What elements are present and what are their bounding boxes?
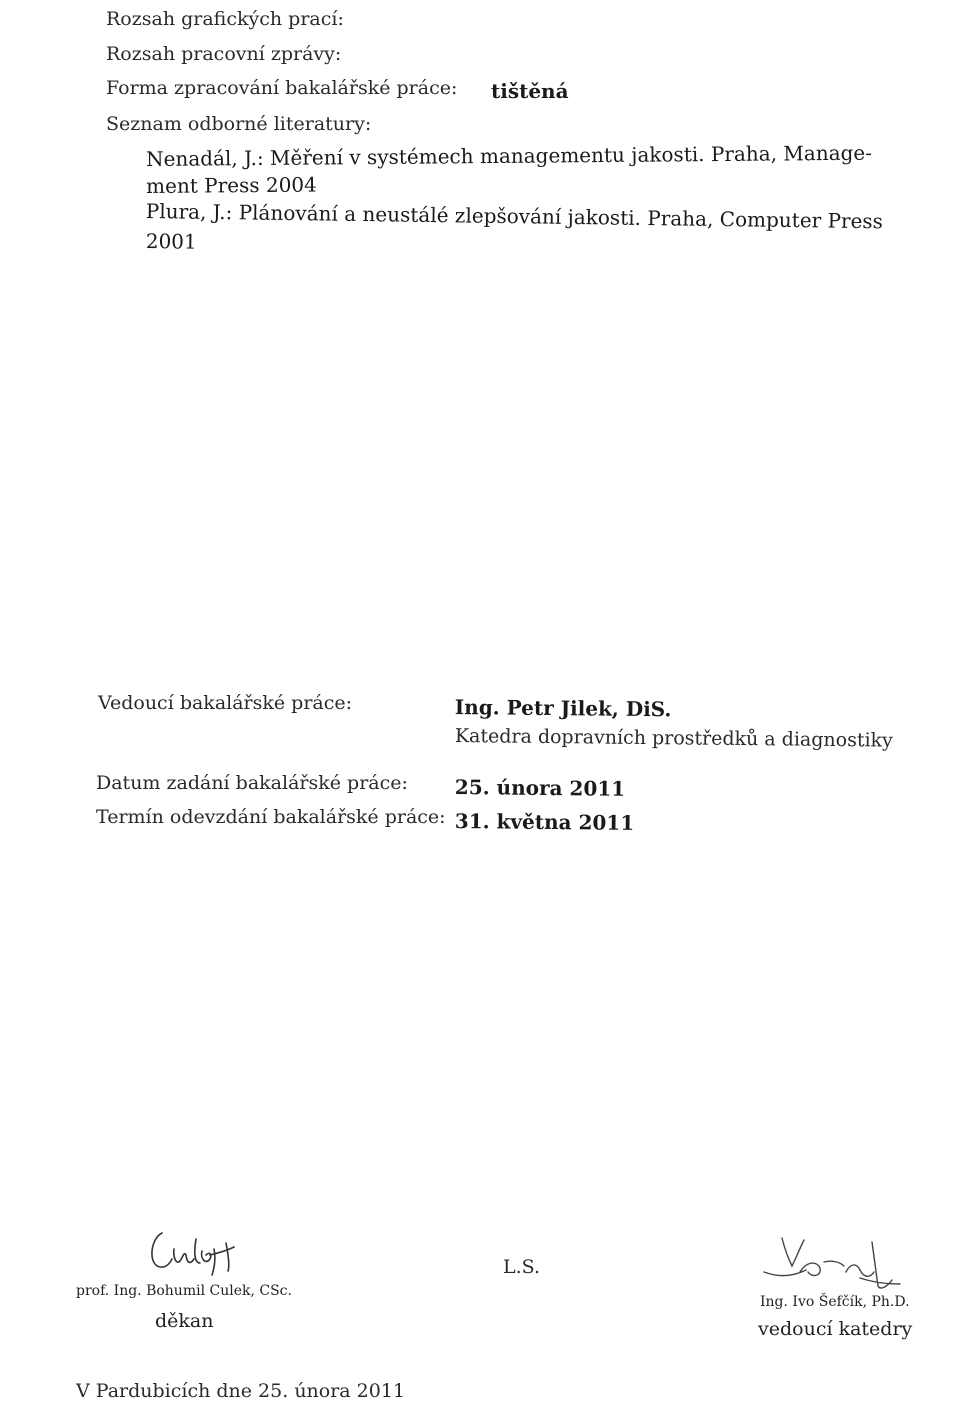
literature-item-1-line2: ment Press 2004 <box>146 172 317 198</box>
literature-item-1-line1: Nenadál, J.: Měření v systémech managementu jakosti. Praha, Manage- <box>146 140 873 171</box>
supervisor-department: Katedra dopravních prostředků a diagnostiky <box>454 725 893 752</box>
deadline-value: 31. května 2011 <box>454 809 635 835</box>
head-signature-scribble <box>760 1232 910 1302</box>
dean-role: děkan <box>155 1310 214 1332</box>
supervisor-name: Ing. Petr Jilek, DiS. <box>454 695 672 722</box>
assigned-date-value: 25. února 2011 <box>454 775 626 801</box>
dean-name: prof. Ing. Bohumil Culek, CSc. <box>76 1283 292 1299</box>
supervisor-label: Vedoucí bakalářské práce: <box>98 692 353 714</box>
literature-item-2-line1: Plura, J.: Plánování a neustálé zlepšování jakosti. Praha, Computer Press <box>145 199 884 234</box>
literature-item-2-line2: 2001 <box>145 229 197 254</box>
literatura-label: Seznam odborné literatury: <box>106 113 372 135</box>
rozsah-grafickych-label: Rozsah grafických prací: <box>106 8 344 30</box>
forma-label: Forma zpracování bakalářské práce: <box>106 77 458 99</box>
head-name: Ing. Ivo Šefčík, Ph.D. <box>760 1294 910 1310</box>
footer-place-date: V Pardubicích dne 25. února 2011 <box>76 1380 406 1402</box>
assigned-date-label: Datum zadání bakalářské práce: <box>96 772 408 794</box>
forma-value: tištěná <box>491 79 569 103</box>
rozsah-zpravy-label: Rozsah pracovní zprávy: <box>106 43 342 65</box>
head-role: vedoucí katedry <box>758 1318 913 1340</box>
seal-ls: L.S. <box>503 1256 541 1278</box>
deadline-label: Termín odevzdání bakalářské práce: <box>96 806 446 828</box>
dean-signature-scribble <box>140 1225 270 1275</box>
